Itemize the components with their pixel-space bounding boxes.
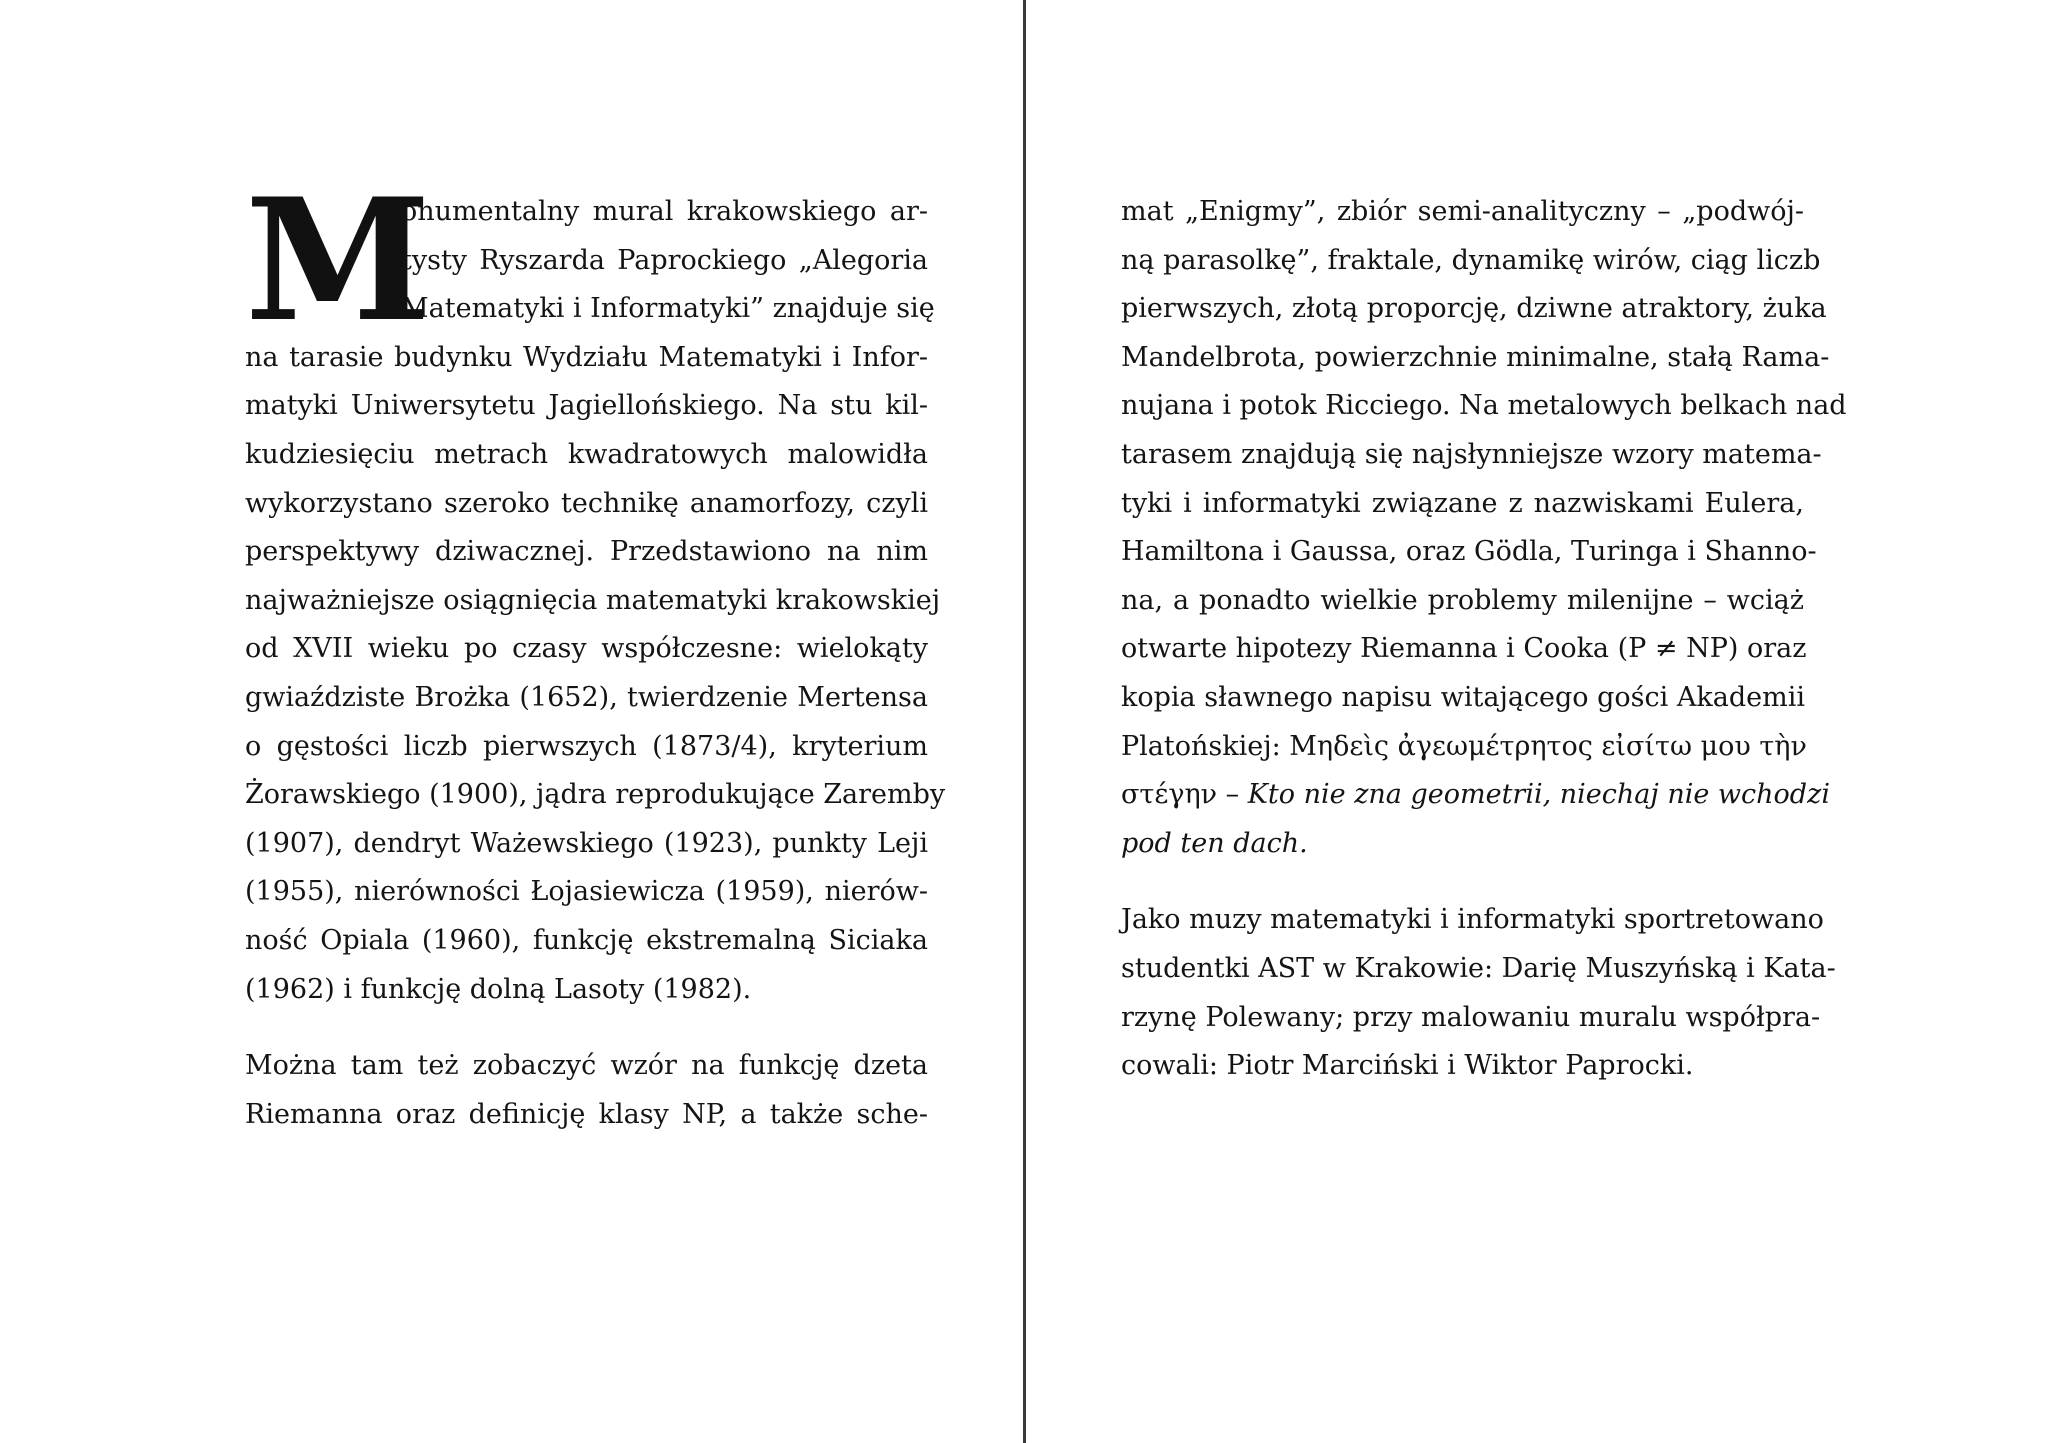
greek-inscription-end: στέγην – bbox=[1121, 779, 1248, 811]
drop-cap: M bbox=[245, 161, 431, 359]
paragraph-muses bbox=[1121, 896, 1836, 1090]
text-line: tarasem znajdują się najsłynniejsze wzory matema- bbox=[1121, 438, 1822, 470]
text-line: Mandelbrota, powierzchnie minimalne, stałą Rama- bbox=[1121, 341, 1830, 373]
text-line: na, a ponadto wielkie problemy milenijne – wciąż bbox=[1121, 584, 1804, 616]
text-line: (1955), nierówności Łojasiewicza (1959), nierów- bbox=[245, 876, 928, 908]
paragraph-formulas-continued bbox=[1121, 188, 1847, 868]
text-line: matyki Uniwersytetu Jagiellońskiego. Na stu kil- bbox=[245, 390, 928, 422]
text-line: wykorzystano szeroko technikę anamorfozy, czyli bbox=[245, 487, 928, 519]
text-line: tyki i informatyki związane z nazwiskami Eulera, bbox=[1121, 487, 1804, 519]
text-line: na tarasie budynku Wydziału Matematyki i Infor- bbox=[245, 341, 928, 373]
text-line: najważniejsze osiągnięcia matematyki krakowskiej bbox=[245, 584, 941, 616]
text-line-mixed bbox=[1121, 771, 1830, 820]
text-line: mat „Enigmy”, zbiór semi-analityczny – „podwój- bbox=[1121, 196, 1804, 227]
text-line: (1907), dendryt Ważewskiego (1923), punkty Leji bbox=[245, 827, 928, 859]
text-line: od XVII wieku po czasy współczesne: wielokąty bbox=[245, 633, 928, 665]
text-line: otwarte hipotezy Riemanna i Cooka (P ≠ NP) oraz bbox=[1121, 633, 1807, 665]
text-line: Żorawskiego (1900), jądra reprodukujące Zaremby bbox=[245, 779, 946, 811]
text-line: Można tam też zobaczyć wzór na funkcję dzeta bbox=[245, 1050, 928, 1082]
right-column bbox=[1121, 188, 1847, 1119]
text-line: ną parasolkę”, fraktale, dynamikę wirów, ciąg liczb bbox=[1121, 244, 1821, 276]
text-line: gwiaździste Brożka (1652), twierdzenie Mertensa bbox=[245, 681, 928, 713]
text-line: (1962) i funkcję dolną Lasoty (1982). bbox=[245, 973, 752, 1005]
left-column bbox=[245, 161, 946, 1167]
text-line: nujana i potok Ricciego. Na metalowych belkach nad bbox=[1121, 390, 1847, 422]
paragraph-formulas bbox=[245, 1042, 928, 1139]
text-line: onumentalny mural krakowskiego ar- bbox=[401, 196, 928, 227]
text-line: kudziesięciu metrach kwadratowych malowidła bbox=[245, 438, 928, 470]
text-line: ność Opiala (1960), funkcję ekstremalną Siciaka bbox=[245, 924, 928, 956]
text-line: Riemanna oraz definicję klasy NP, a także sche- bbox=[245, 1098, 928, 1130]
text-line: studentki AST w Krakowie: Darię Muszyńską i Kata- bbox=[1121, 952, 1836, 984]
text-line: o gęstości liczb pierwszych (1873/4), kryterium bbox=[245, 730, 928, 762]
text-line: Matematyki i Informatyki” znajduje się bbox=[401, 293, 935, 325]
text-line: rzynę Polewany; przy malowaniu muralu współpra- bbox=[1121, 1001, 1821, 1033]
italic-translation: Kto nie zna geometrii, niechaj nie wchodzi bbox=[1247, 779, 1830, 811]
text-line: Hamiltona i Gaussa, oraz Gödla, Turinga i Shanno- bbox=[1121, 536, 1817, 568]
text-line: tysty Ryszarda Paprockiego „Alegoria bbox=[401, 244, 928, 276]
text-line: perspektywy dziwacznej. Przedstawiono na nim bbox=[245, 536, 928, 568]
text-line: cowali: Piotr Marciński i Wiktor Paprocki. bbox=[1121, 1050, 1694, 1082]
text-line: pierwszych, złotą proporcję, dziwne atraktory, żuka bbox=[1121, 293, 1827, 325]
text-line: kopia sławnego napisu witającego gości Akademii bbox=[1121, 681, 1805, 713]
italic-translation-end: pod ten dach. bbox=[1121, 827, 1308, 859]
page-divider bbox=[1023, 0, 1026, 1443]
text-line: Platońskiej: Μηδεὶς ἀγεωμέτρητος εἰσίτω μου τὴν bbox=[1121, 730, 1807, 762]
text-line: Jako muzy matematyki i informatyki sportretowano bbox=[1121, 904, 1824, 936]
